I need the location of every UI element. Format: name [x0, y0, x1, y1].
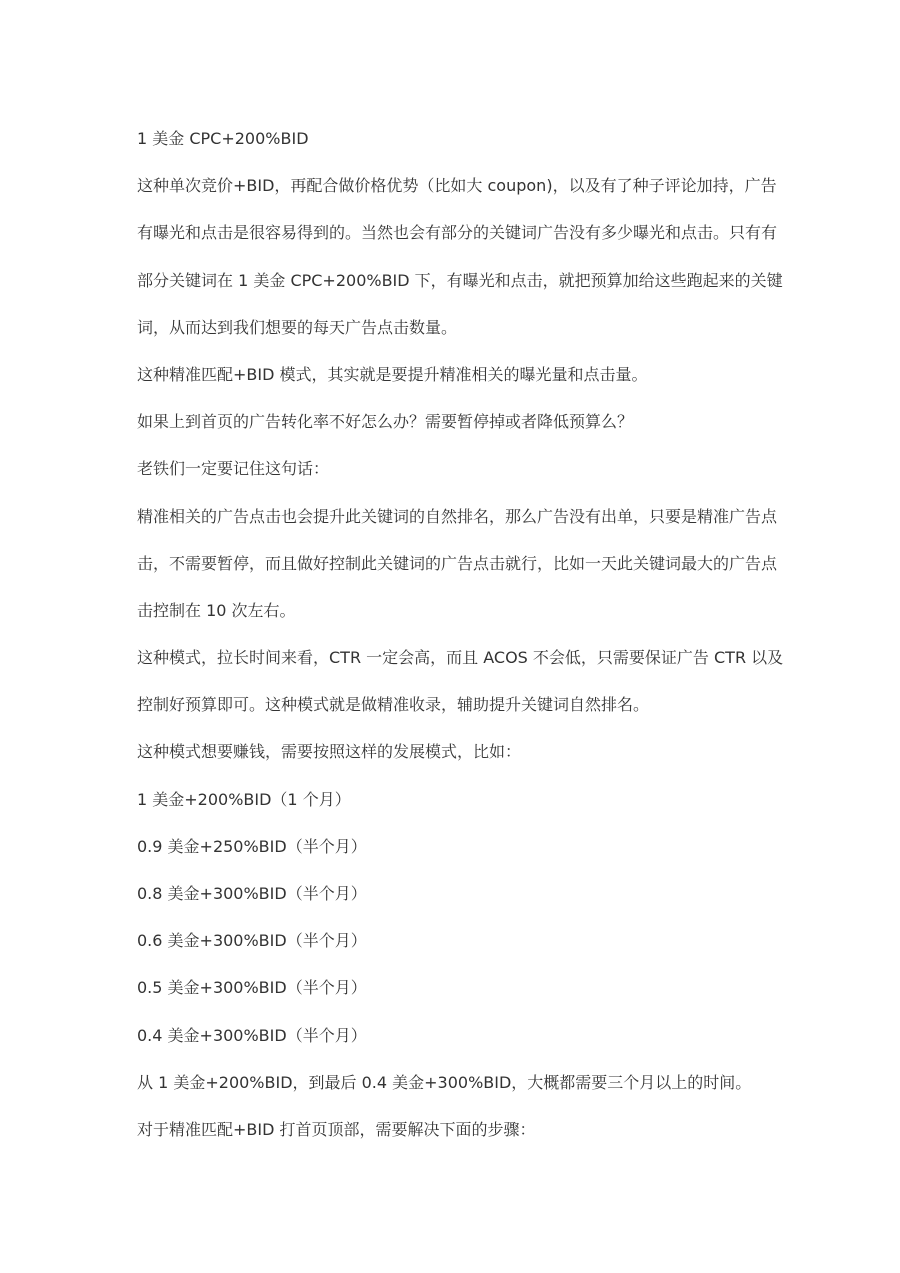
list-item: 0.6 美金+300%BID（半个月） — [137, 931, 367, 951]
list-item: 0.8 美金+300%BID（半个月） — [137, 884, 367, 903]
paragraph-line: 这种单次竞价+BID，再配合做价格优势（比如大 coupon)，以及有了种子评论加持，广告 — [137, 176, 777, 196]
paragraph-line: 从 1 美金+200%BID，到最后 0.4 美金+300%BID，大概都需要三个月以上的时间。 — [137, 1072, 752, 1092]
paragraph-line: 这种精准匹配+BID 模式，其实就是要提升精准相关的曝光量和点击量。 — [137, 364, 648, 384]
list-item: 0.9 美金+250%BID（半个月） — [137, 836, 367, 856]
paragraph-line: 这种模式，拉长时间来看，CTR 一定会高，而且 ACOS 不会低，只需要保证广告 CTR 以及 — [137, 648, 784, 668]
paragraph-line: 有曝光和点击是很容易得到的。当然也会有部分的关键词广告没有多少曝光和点击。只有有 — [137, 223, 778, 243]
list-item: 1 美金+200%BID（1 个月） — [137, 789, 351, 809]
paragraph-line: 对于精准匹配+BID 打首页顶部，需要解决下面的步骤： — [137, 1119, 536, 1139]
paragraph-line: 词，从而达到我们想要的每天广告点击数量。 — [137, 317, 458, 337]
paragraph-line: 击控制在 10 次左右。 — [137, 600, 296, 620]
paragraph-line: 这种模式想要赚钱，需要按照这样的发展模式，比如： — [137, 742, 522, 762]
heading-line: 1 美金 CPC+200%BID — [137, 129, 309, 148]
paragraph-line: 部分关键词在 1 美金 CPC+200%BID 下，有曝光和点击，就把预算加给这些跑起来的关键 — [137, 270, 783, 290]
paragraph-line: 精准相关的广告点击也会提升此关键词的自然排名，那么广告没有出单，只要是精准广告点 — [137, 506, 778, 526]
paragraph-line: 击，不需要暂停，而且做好控制此关键词的广告点击就行，比如一天此关键词最大的广告点 — [137, 553, 778, 573]
list-item: 0.5 美金+300%BID（半个月） — [137, 978, 367, 998]
list-item: 0.4 美金+300%BID（半个月） — [137, 1025, 367, 1045]
document-body — [137, 115, 784, 1153]
paragraph-line: 老铁们一定要记住这句话： — [137, 459, 330, 479]
paragraph-line: 控制好预算即可。这种模式就是做精准收录，辅助提升关键词自然排名。 — [137, 695, 650, 715]
paragraph-line: 如果上到首页的广告转化率不好怎么办？需要暂停掉或者降低预算么？ — [137, 412, 634, 432]
